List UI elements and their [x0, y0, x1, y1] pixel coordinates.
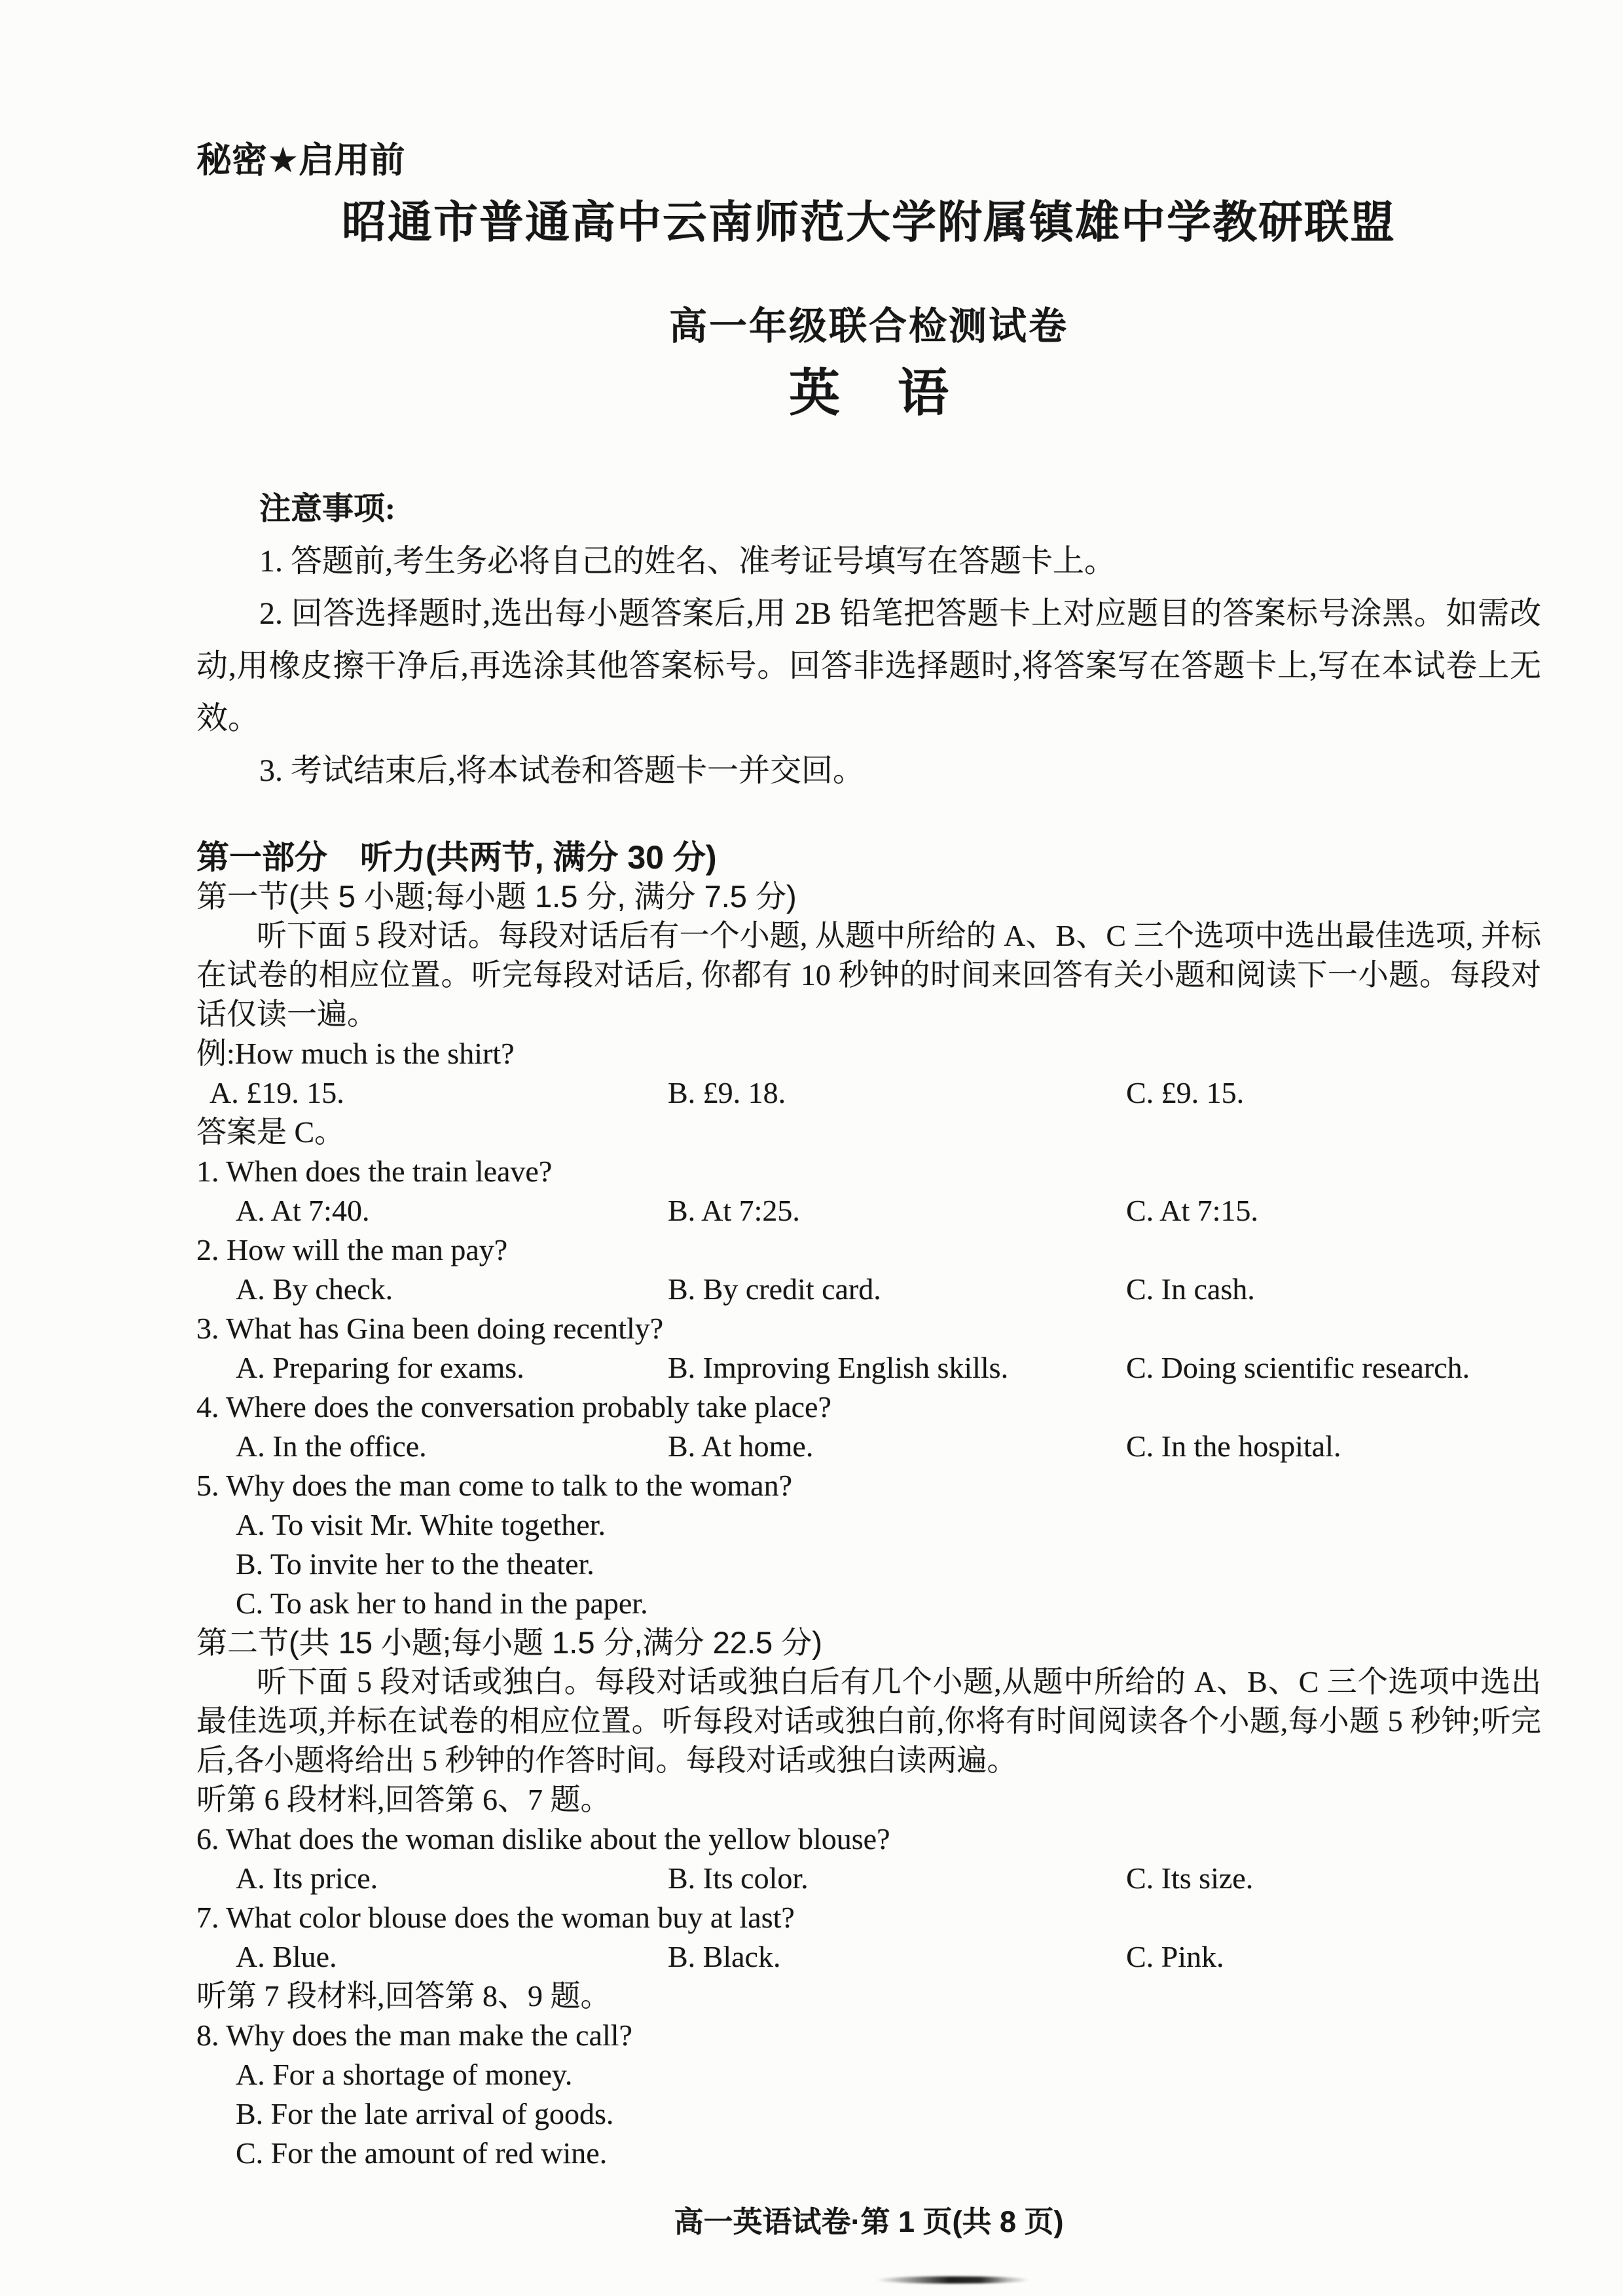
example-option-c: C. £9. 15. — [1126, 1076, 1245, 1109]
question-5-prompt: 5. Why does the man come to talk to the woman? — [196, 1469, 792, 1502]
question-4-option-c: C. In the hospital. — [1126, 1429, 1341, 1463]
section1-instructions: 听下面 5 段对话。每段对话后有一个小题, 从题中所给的 A、B、C 三个选项中选出最佳选项, 并标在试卷的相应位置。听完每段对话后, 你都有 10 秒钟的时间来回答有关小题和阅读下一小题。每段对话仅读一遍。 — [196, 919, 1541, 1031]
question-8-option-b: B. For the late arrival of goods. — [236, 2097, 614, 2130]
example-options — [196, 1073, 1541, 1113]
scan-artifact — [876, 2276, 1030, 2284]
question-8 — [196, 2016, 1541, 2173]
subject-char-first: 英 — [788, 365, 840, 422]
question-7-option-b: B. Black. — [668, 1940, 781, 1973]
question-3-option-c: C. Doing scientific research. — [1126, 1351, 1470, 1384]
question-6-option-b: B. Its color. — [668, 1861, 809, 1895]
question-6-option-c: C. Its size. — [1126, 1861, 1254, 1895]
question-8-options — [196, 2055, 1541, 2173]
part1-listening-section — [196, 838, 1541, 2173]
question-5-option-c: C. To ask her to hand in the paper. — [236, 1587, 648, 1620]
league-title: 昭通市普通高中云南师范大学附属镇雄中学教研联盟 — [341, 198, 1396, 247]
cue-material-7: 听第 7 段材料,回答第 8、9 题。 — [196, 1979, 611, 2013]
notice-item-3: 3. 考试结束后,将本试卷和答题卡一并交回。 — [259, 753, 865, 788]
question-7 — [196, 1898, 1541, 1977]
question-8-option-c: C. For the amount of red wine. — [236, 2136, 608, 2170]
section2-instructions: 听下面 5 段对话或独白。每段对话或独白后有几个小题,从题中所给的 A、B、C 三个选项中选出最佳选项,并标在试卷的相应位置。听每段对话或独白前,你将有时间阅读各个小题,每小题 5 秒钟;听完后,各小题将给出 5 秒钟的作答时间。每段对话或独白读两遍。 — [196, 1665, 1541, 1777]
question-1-prompt: 1. When does the train leave? — [196, 1155, 553, 1188]
question-5-option-b: B. To invite her to the theater. — [236, 1547, 594, 1581]
question-4-option-b: B. At home. — [668, 1429, 814, 1463]
subject-title — [196, 365, 1541, 422]
question-3-options — [196, 1348, 1541, 1388]
cue-material-6: 听第 6 段材料,回答第 6、7 题。 — [196, 1783, 611, 1816]
question-2 — [196, 1230, 1541, 1309]
notices-section — [196, 483, 1541, 797]
question-4-options — [196, 1427, 1541, 1466]
question-4-prompt: 4. Where does the conversation probably take place? — [196, 1390, 831, 1424]
question-3-option-b: B. Improving English skills. — [668, 1351, 1009, 1384]
page-footer: 高一英语试卷·第 1 页(共 8 页) — [674, 2205, 1064, 2238]
question-6 — [196, 1820, 1541, 1898]
section2-header: 第二节(共 15 小题;每小题 1.5 分,满分 22.5 分) — [196, 1625, 822, 1660]
question-4 — [196, 1388, 1541, 1466]
subject-char-second: 语 — [898, 365, 949, 422]
question-7-options — [196, 1937, 1541, 1977]
question-2-option-c: C. In cash. — [1126, 1272, 1255, 1306]
question-6-option-a: A. Its price. — [236, 1861, 378, 1895]
question-1-options — [196, 1191, 1541, 1230]
section1-header: 第一节(共 5 小题;每小题 1.5 分, 满分 7.5 分) — [196, 879, 797, 914]
question-6-prompt: 6. What does the woman dislike about the yellow blouse? — [196, 1822, 890, 1856]
example-prompt: 例:How much is the shirt? — [196, 1037, 515, 1070]
question-3 — [196, 1309, 1541, 1388]
question-1-option-c: C. At 7:15. — [1126, 1194, 1258, 1227]
question-1 — [196, 1152, 1541, 1230]
question-7-option-c: C. Pink. — [1126, 1940, 1224, 1973]
notices-heading: 注意事项: — [259, 492, 395, 526]
example-answer: 答案是 C。 — [196, 1115, 345, 1149]
question-5-option-a: A. To visit Mr. White together. — [236, 1508, 606, 1541]
paper-title: 高一年级联合检测试卷 — [668, 305, 1068, 348]
question-1-option-a: A. At 7:40. — [236, 1194, 370, 1227]
question-2-option-a: A. By check. — [236, 1272, 393, 1306]
question-7-option-a: A. Blue. — [236, 1940, 337, 1973]
question-3-option-a: A. Preparing for exams. — [236, 1351, 524, 1384]
question-1-option-b: B. At 7:25. — [668, 1194, 800, 1227]
example-option-b: B. £9. 18. — [668, 1076, 786, 1109]
question-8-prompt: 8. Why does the man make the call? — [196, 2018, 632, 2052]
part1-header: 第一部分 听力(共两节, 满分 30 分) — [196, 839, 717, 876]
question-2-options — [196, 1270, 1541, 1309]
classification-label: 秘密★启用前 — [196, 141, 405, 180]
question-2-option-b: B. By credit card. — [668, 1272, 881, 1306]
question-4-option-a: A. In the office. — [236, 1429, 427, 1463]
question-2-prompt: 2. How will the man pay? — [196, 1233, 508, 1266]
question-8-option-a: A. For a shortage of money. — [236, 2058, 573, 2091]
example-option-a: A. £19. 15. — [210, 1076, 344, 1109]
question-7-prompt: 7. What color blouse does the woman buy at last? — [196, 1901, 795, 1934]
question-5 — [196, 1466, 1541, 1623]
question-6-options — [196, 1859, 1541, 1898]
notice-item-2: 2. 回答选择题时,选出每小题答案后,用 2B 铅笔把答题卡上对应题目的答案标号涂黑。如需改动,用橡皮擦干净后,再选涂其他答案标号。回答非选择题时,将答案写在答题卡上,写在本试卷上无效。 — [196, 596, 1541, 736]
question-3-prompt: 3. What has Gina been doing recently? — [196, 1312, 664, 1345]
page-content — [196, 0, 1541, 2173]
question-5-options — [196, 1505, 1541, 1623]
notice-item-1: 1. 答题前,考生务必将自己的姓名、准考证号填写在答题卡上。 — [259, 544, 1116, 579]
